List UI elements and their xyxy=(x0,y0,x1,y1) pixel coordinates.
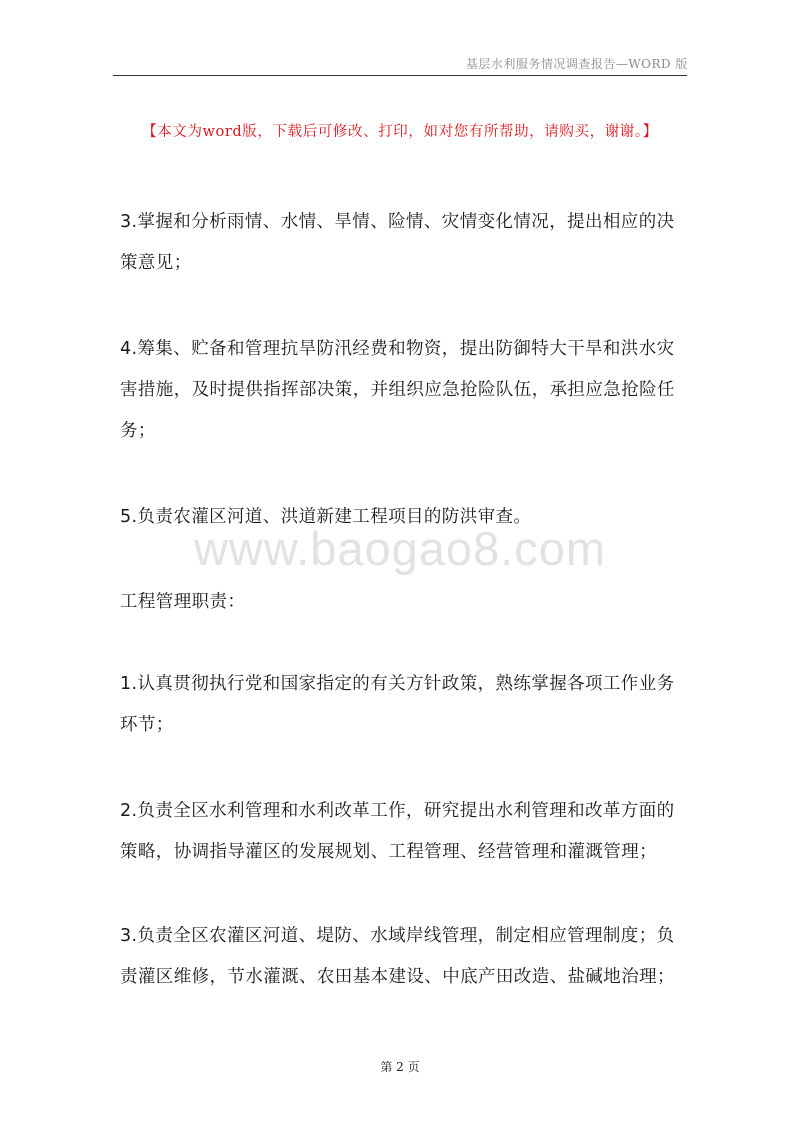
section-heading-engineering-duties: 工程管理职责： xyxy=(120,592,246,612)
paragraph-disaster-monitoring: 3.掌握和分析雨情、水情、旱情、险情、灾情变化情况，提出相应的决策意见； xyxy=(120,212,675,273)
paragraph-water-reform: 2.负责全区水利管理和水利改革工作，研究提出水利管理和改革方面的策略，协调指导灌区的发展规划、工程管理、经营管理和灌溉管理； xyxy=(120,801,675,862)
watermark-text: www.baogao8.com xyxy=(193,522,607,575)
purchase-notice: 【本文为word版，下载后可修改、打印，如对您有所帮助，请购买，谢谢。】 xyxy=(142,124,658,140)
paragraph-flood-supplies: 4.筹集、贮备和管理抗旱防汛经费和物资，提出防御特大干旱和洪水灾害措施，及时提供指挥部决策，并组织应急抢险队伍，承担应急抢险任务； xyxy=(120,339,675,441)
paragraph-policy-execution: 1.认真贯彻执行党和国家指定的有关方针政策，熟练掌握各项工作业务环节； xyxy=(120,674,675,735)
header-divider xyxy=(113,75,687,76)
paragraph-flood-review: 5.负责农灌区河道、洪道新建工程项目的防洪审查。 xyxy=(120,507,532,527)
paragraph-river-management: 3.负责全区农灌区河道、堤防、水域岸线管理，制定相应管理制度；负责灌区维修，节水灌溉、农田基本建设、中底产田改造、盐碱地治理； xyxy=(120,926,675,987)
document-header-title: 基层水利服务情况调查报告—WORD 版 xyxy=(465,57,688,71)
page-number: 第 2 页 xyxy=(380,1060,420,1074)
